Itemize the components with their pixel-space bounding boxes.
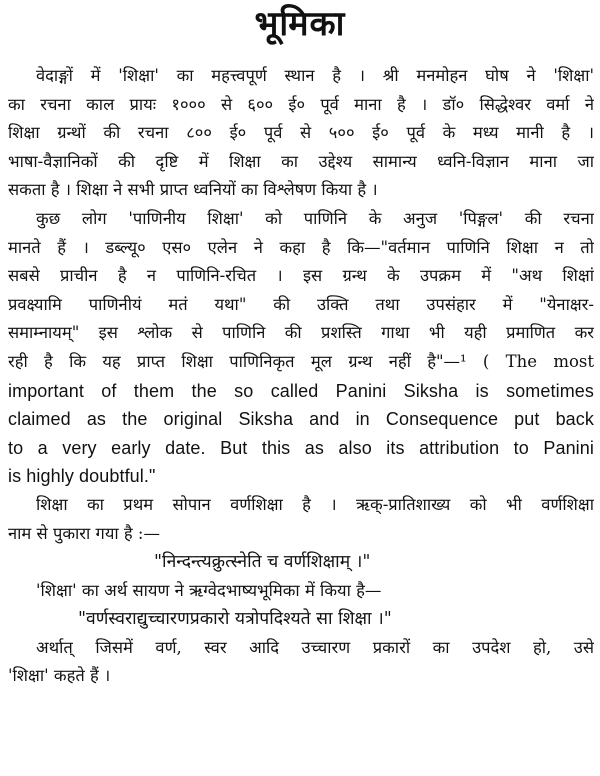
page-title: भूमिका [254, 4, 346, 44]
paragraph-varnashiksha [8, 491, 594, 548]
text-line: कुछ लोग 'पाणिनीय शिक्षा' को पाणिनि के अनुज 'पिङ्गल' की रचना [36, 208, 594, 228]
paragraph-panini [8, 205, 594, 491]
text-line: 'शिक्षा' का अर्थ सायण ने ऋग्वेदभाष्यभूमिका में किया है— [36, 580, 382, 600]
text-line: समाम्नायम्" इस श्लोक से पाणिनि की प्रशस्ति गाथा भी यही प्रमाणित कर [8, 323, 594, 343]
verse-line: "वर्णस्वराद्युच्चारणप्रकारो यत्रोपदिश्यते सा शिक्षा ।" [78, 609, 392, 630]
verse-quote-1 [8, 548, 594, 577]
text-line: सबसे प्राचीन है न पाणिनि-रचित । इस ग्रन्थ के उपक्रम में "अथ शिक्षां [8, 266, 594, 286]
paragraph-definition [8, 634, 594, 691]
text-line: प्रवक्ष्यामि पाणिनीयं मतं यथा" की उक्ति तथा उपसंहार में "येनाक्षर- [8, 294, 594, 314]
text-line: शिक्षा का प्रथम सोपान वर्णशिक्षा है । ऋक्-प्रातिशाख्य को भी वर्णशिक्षा [36, 494, 594, 514]
text-line: रही है कि यह प्राप्त शिक्षा पाणिनिकृत मूल ग्रन्थ नहीं है"—¹ ( The most [8, 351, 594, 371]
text-line: नाम से पुकारा गया है :— [8, 523, 160, 543]
document-body [8, 62, 594, 691]
text-line: का रचना काल प्रायः १००० से ६०० ई० पूर्व माना है । डॉ० सिद्धेश्वर वर्मा ने [8, 94, 594, 114]
text-line: अर्थात् जिसमें वर्ण, स्वर आदि उच्चारण प्रकारों का उपदेश हो, उसे [36, 637, 594, 657]
text-line: सकता है । शिक्षा ने सभी प्राप्त ध्वनियों का विश्लेषण किया है । [8, 180, 378, 200]
text-line: मानते हैं । डब्ल्यू० एस० एलेन ने कहा है कि—"वर्तमान पाणिनि शिक्षा न तो [8, 237, 594, 257]
text-line: वेदाङ्गों में 'शिक्षा' का महत्त्वपूर्ण स्थान है । श्री मनमोहन घोष ने 'शिक्षा' [36, 66, 594, 85]
text-line-english: important of them the so called Panini Siksha is sometimes [8, 380, 594, 401]
paragraph-sayana [8, 577, 594, 606]
text-line-english: to a very early date. But this as also its attribution to Panini [8, 437, 594, 458]
verse-line: "निन्दन्त्यक्रुत्स्नेति च वर्णशिक्षाम् ।" [154, 552, 371, 573]
text-line-english: claimed as the original Siksha and in Consequence put back [8, 409, 594, 430]
verse-quote-2 [8, 605, 594, 634]
text-line: भाषा-वैज्ञानिकों की दृष्टि में शिक्षा का उद्देश्य सामान्य ध्वनि-विज्ञान माना जा [8, 151, 594, 171]
paragraph-vedanga [8, 62, 594, 205]
text-line-english: is highly doubtful." [8, 466, 156, 487]
text-line: 'शिक्षा' कहते हैं । [8, 666, 111, 686]
text-line: शिक्षा ग्रन्थों की रचना ८०० ई० पूर्व से ५०० ई० पूर्व के मध्य मानी है । [8, 123, 594, 143]
